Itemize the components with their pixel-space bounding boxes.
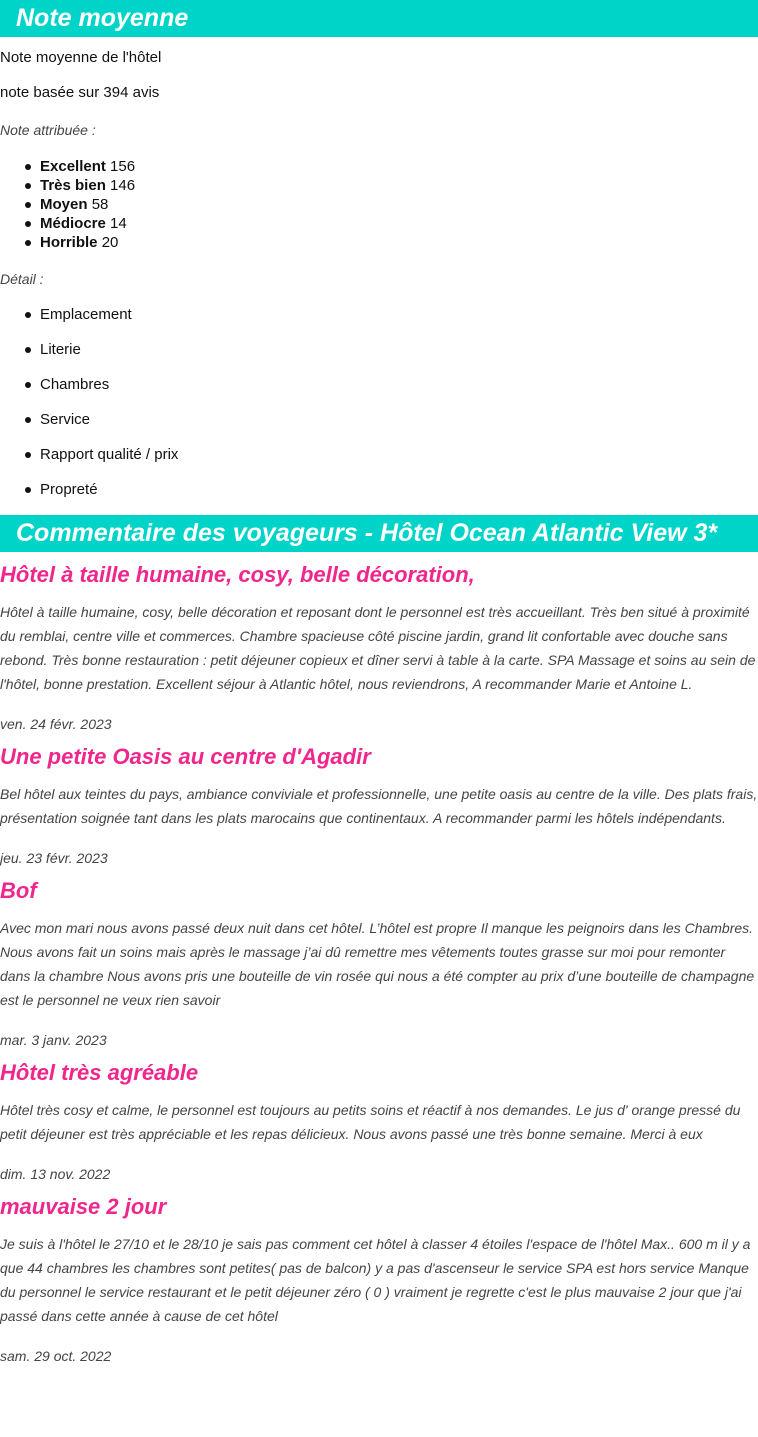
ratings-header: Note moyenne bbox=[0, 0, 758, 37]
rating-count: 146 bbox=[110, 177, 136, 194]
detail-item-rapport-qualite-prix: Rapport qualité / prix bbox=[0, 445, 758, 465]
review-item bbox=[0, 876, 758, 1050]
review-body: Hôtel très cosy et calme, le personnel est toujours au petits soins et réactif à nos demandes. Le jus d' orange pressé du petit déjeuner est très appréciable et les repas délicieux. Nous avons passé une très bonne semaine. Merci à eux bbox=[0, 1102, 741, 1142]
detail-item-literie: Literie bbox=[0, 340, 758, 360]
review-date: mar. 3 janv. 2023 bbox=[0, 1032, 107, 1048]
average-rating-title: Note moyenne de l'hôtel bbox=[0, 49, 162, 66]
detail-item-emplacement: Emplacement bbox=[0, 305, 758, 325]
review-body: Je suis à l'hôtel le 27/10 et le 28/10 je sais pas comment cet hôtel à classer 4 étoiles l'espace de l'hôtel Max.. 600 m il y a que 44 chambres les chambres sont petites( pas de balcon) y a pas d'ascenseur le service SPA est hors service Manque du personnel le service restaurant et le petit déjeuner zéro ( 0 ) vraiment je regrette c'est le plus mauvaise 2 jour que j'ai passé dans cette année à cause de cet hôtel bbox=[0, 1236, 751, 1324]
rating-label: Médiocre bbox=[40, 215, 106, 232]
reviews-header: Commentaire des voyageurs - Hôtel Ocean Atlantic View 3* bbox=[0, 515, 758, 552]
review-item bbox=[0, 742, 758, 868]
review-title: Hôtel très agréable bbox=[0, 1060, 199, 1085]
rating-count: 20 bbox=[101, 234, 119, 251]
rating-count: 58 bbox=[91, 196, 109, 213]
ratings-section bbox=[0, 0, 758, 500]
review-title: mauvaise 2 jour bbox=[0, 1194, 167, 1219]
rating-label: Horrible bbox=[40, 234, 98, 251]
rating-item-mediocre bbox=[0, 214, 758, 233]
detail-item-chambres: Chambres bbox=[0, 375, 758, 395]
review-title: Une petite Oasis au centre d'Agadir bbox=[0, 744, 371, 769]
rating-item-tres-bien bbox=[0, 176, 758, 195]
ratings-given-label: Note attribuée : bbox=[0, 122, 96, 138]
review-title: Bof bbox=[0, 878, 37, 903]
review-date: ven. 24 févr. 2023 bbox=[0, 716, 112, 732]
review-date: dim. 13 nov. 2022 bbox=[0, 1166, 111, 1182]
rating-label: Excellent bbox=[40, 158, 106, 175]
detail-item-service: Service bbox=[0, 410, 758, 430]
detail-criteria-list bbox=[0, 305, 758, 500]
review-item bbox=[0, 1192, 758, 1366]
rating-count: 156 bbox=[110, 158, 136, 175]
review-body: Bel hôtel aux teintes du pays, ambiance conviviale et professionnelle, une petite oasis au centre de la ville. Des plats frais, présentation soignée tant dans les plats marocains que continentaux. A recommander parmi les hôtels indépendants. bbox=[0, 786, 758, 826]
rating-item-moyen bbox=[0, 195, 758, 214]
reviews-section bbox=[0, 515, 758, 1366]
review-date: jeu. 23 févr. 2023 bbox=[0, 850, 108, 866]
rating-label: Moyen bbox=[40, 196, 88, 213]
rating-label: Très bien bbox=[40, 177, 106, 194]
rating-count: 14 bbox=[110, 215, 127, 232]
review-item bbox=[0, 1058, 758, 1184]
detail-label: Détail : bbox=[0, 271, 44, 287]
review-title: Hôtel à taille humaine, cosy, belle décoration, bbox=[0, 562, 475, 587]
review-body: Avec mon mari nous avons passé deux nuit dans cet hôtel. L’hôtel est propre Il manque les peignoirs dans les Chambres. Nous avons fait un soins mais après le massage j’ai dû remettre mes vêtements toutes grasse sur moi pour remonter dans la chambre Nous avons pris une bouteille de vin rosée qui nous a été compter au prix d’une bouteille de champagne est le personnel ne veux rien savoir bbox=[0, 920, 755, 1008]
rating-item-horrible bbox=[0, 233, 758, 252]
ratings-breakdown-list bbox=[0, 157, 758, 252]
review-date: sam. 29 oct. 2022 bbox=[0, 1348, 112, 1364]
review-count-text: note basée sur 394 avis bbox=[0, 84, 160, 101]
detail-item-proprete: Propreté bbox=[0, 480, 758, 500]
review-body: Hôtel à taille humaine, cosy, belle décoration et reposant dont le personnel est très accueillant. Très ben situé à proximité du remblai, centre ville et commerces. Chambre spacieuse côté piscine jardin, grand lit confortable avec douche sans rebond. Très bonne restauration : petit déjeuner copieux et dîner servi à table à la carte. SPA Massage et soins au sein de l'hôtel, bonne prestation. Excellent séjour à Atlantic hôtel, nous reviendrons, A recommander Marie et Antoine L. bbox=[0, 604, 756, 692]
review-item bbox=[0, 560, 758, 734]
rating-item-excellent bbox=[0, 157, 758, 176]
